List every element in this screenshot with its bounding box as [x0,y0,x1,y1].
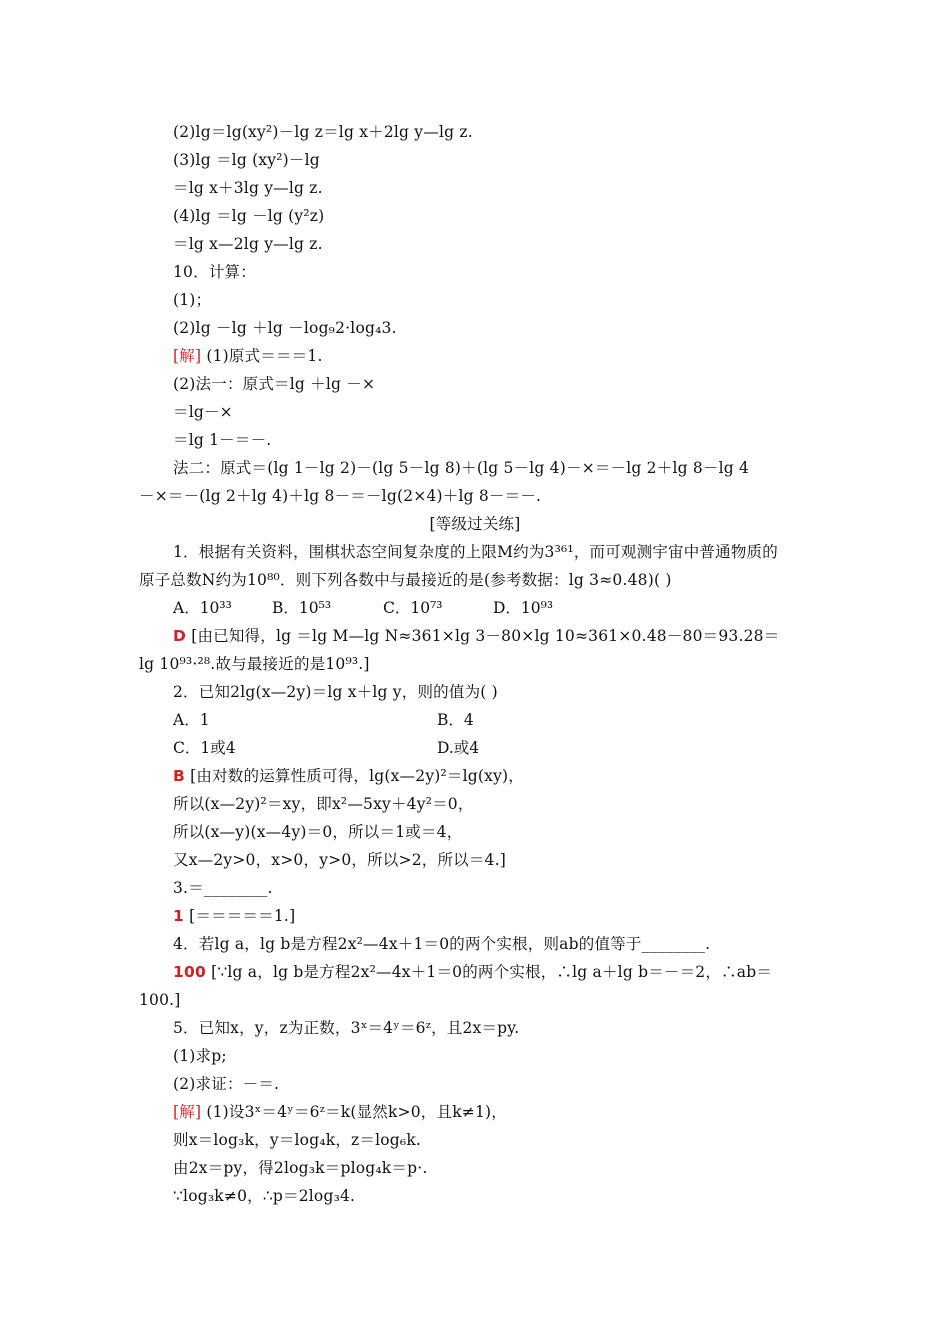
text-line: 又x—2y>0，x>0，y>0，所以>2，所以＝4.] [173,851,506,869]
text-line: (1)； [173,291,212,309]
text-line: lg 10⁹³·²⁸.故与最接近的是10⁹³.] [139,655,370,673]
answer-tag: D [173,627,187,645]
solution-tag: [解] [173,347,202,365]
problem-2-text: 2．已知2lg(x—2y)＝lg x＋lg y，则的值为( ) [173,683,498,701]
option-a: A．1 [173,711,210,729]
answer-line [173,765,524,787]
text-line: (2)lg －lg ＋lg －log₉2·log₄3. [173,319,397,337]
text-line: ＝lg－× [173,403,233,421]
text-line: ∵log₃k≠0，∴p＝2log₃4. [173,1187,356,1205]
option-c: C．10⁷³ [383,599,443,617]
solution-line [173,345,323,367]
answer-tag: 100 [173,963,206,981]
text-line: 所以(x—y)(x—4y)＝0，所以＝1或＝4， [173,823,463,841]
problem-10-heading: 10．计算： [173,263,256,281]
problem-4-text: 4．若lg a，lg b是方程2x²—4x＋1＝0的两个实根，则ab的值等于________. [173,935,711,953]
text-line: (1)求p; [173,1047,227,1065]
problem-1-text: 原子总数N约为10⁸⁰．则下列各数中与最接近的是(参考数据：lg 3≈0.48)( ) [139,571,672,589]
text-line: ＝lg 1－＝－. [173,431,272,449]
option-b: B．4 [437,711,474,729]
answer-line [173,625,779,647]
text-line: (4)lg ＝lg －lg (y²z) [173,207,325,225]
text-line: 所以(x—2y)²＝xy，即x²—5xy＋4y²＝0， [173,795,474,813]
text-line: 100.] [139,991,181,1009]
answer-tag: B [173,767,186,785]
answer-tag: 1 [173,907,184,925]
option-a: A．10³³ [173,599,232,617]
solution-text: (1)设3ˣ＝4ʸ＝6ᶻ＝k(显然k>0，且k≠1)， [201,1103,507,1121]
problem-5-text: 5．已知x，y，z为正数，3ˣ＝4ʸ＝6ᶻ，且2x＝py. [173,1019,520,1037]
text-line: (2)lg＝lg(xy²)－lg z＝lg x＋2lg y—lg z. [173,123,473,141]
solution-line [173,1101,507,1123]
problem-3-text: 3.＝________. [173,879,273,897]
option-c: C．1或4 [173,739,236,757]
text-line: －×＝－(lg 2＋lg 4)＋lg 8－＝－lg(2×4)＋lg 8－＝－. [139,487,542,505]
option-d: D．10⁹³ [493,599,554,617]
text-line: (2)法一：原式＝lg ＋lg －× [173,375,376,393]
solution-tag: [解] [173,1103,202,1121]
text-line: 由2x＝py，得2log₃k＝plog₄k＝p·. [173,1159,428,1177]
option-d: D.或4 [437,739,480,757]
text-line: 法二：原式＝(lg 1－lg 2)－(lg 5－lg 8)＋(lg 5－lg 4)－×＝－lg 2＋lg 8－lg 4 [173,459,750,477]
answer-line [173,961,772,983]
answer-line [173,905,295,927]
text-line: ＝lg x—2lg y—lg z. [173,235,323,253]
section-heading: [等级过关练] [429,515,521,533]
text-line: 则x＝log₃k，y＝log₄k，z＝log₆k. [173,1131,422,1149]
text-line: ＝lg x＋3lg y—lg z. [173,179,323,197]
solution-text: (1)原式＝＝＝1. [201,347,323,365]
answer-text: [∵lg a，lg b是方程2x²—4x＋1＝0的两个实根，∴lg a＋lg b＝－＝2，∴ab＝ [205,963,773,981]
text-line: (2)求证：－＝. [173,1075,280,1093]
option-b: B．10⁵³ [272,599,332,617]
answer-text: [由对数的运算性质可得，lg(x—2y)²＝lg(xy)， [185,767,525,785]
problem-1-text: 1．根据有关资料，围棋状态空间复杂度的上限M约为3³⁶¹，而可观测宇宙中普通物质的 [173,543,778,561]
text-line: (3)lg ＝lg (xy²)－lg [173,151,320,169]
answer-text: [＝＝＝＝＝1.] [184,907,296,925]
answer-text: [由已知得，lg ＝lg M—lg N≈361×lg 3－80×lg 10≈361×0.48－80＝93.28＝ [186,627,780,645]
